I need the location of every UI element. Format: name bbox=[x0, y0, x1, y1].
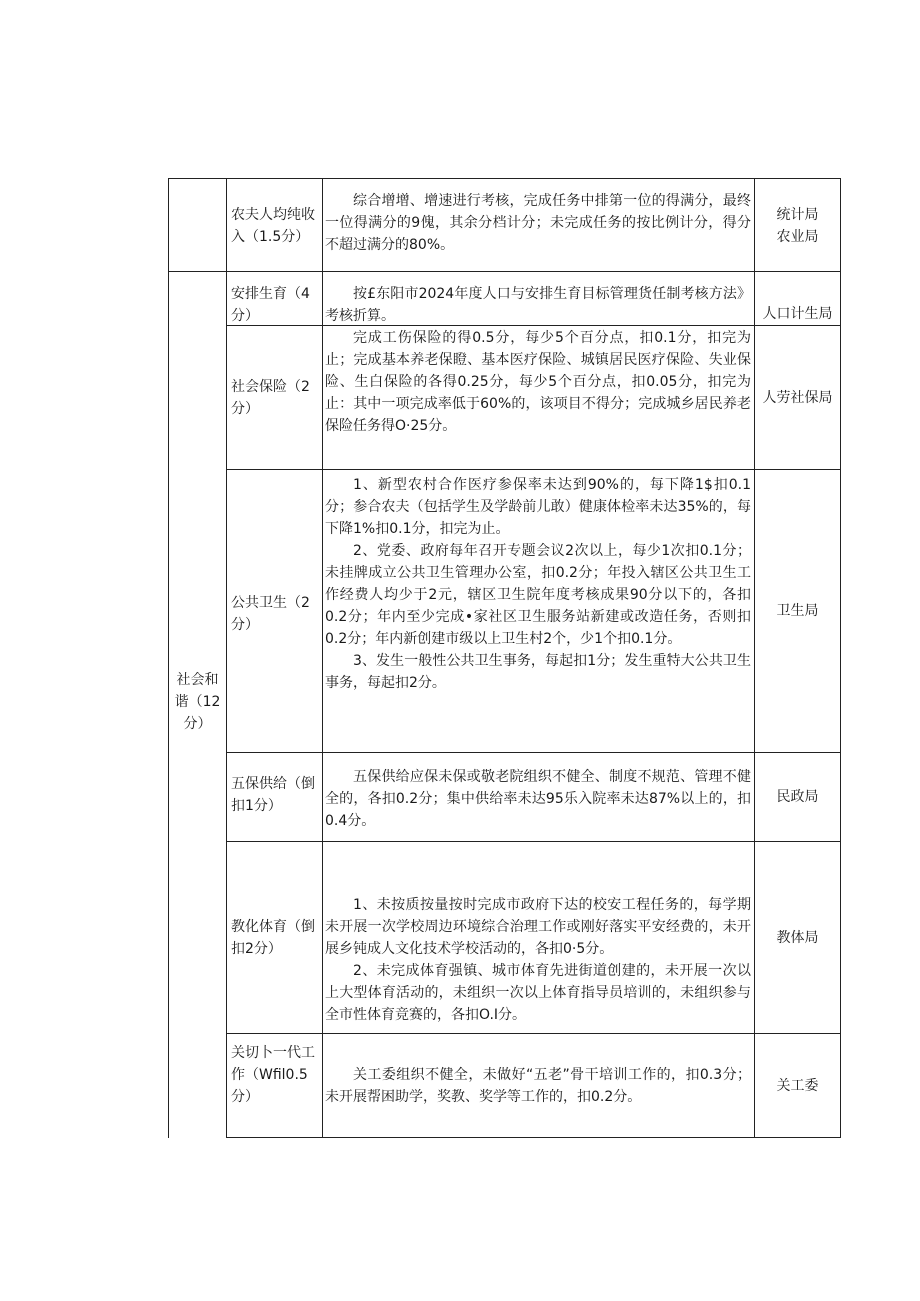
table-border-top bbox=[168, 178, 841, 179]
row-content bbox=[323, 474, 753, 694]
row-content bbox=[323, 327, 753, 437]
content-paragraph: 2、党委、政府每年召开专题会议2次以上，每少1次扣0.1分；未挂牌成立公共卫生管理办公室，扣0.2分；年投入辖区公共卫生工作经费人均少于2元，辖区卫生院年度考核成果90分以下的，各扣0.2分；年内至少完成•家社区卫生服务站新建或改造任务，否则扣0.2分；年内新创建市级以上卫生村2个，少1个扣0.1分。 bbox=[325, 543, 751, 647]
content-paragraph: 五保供给应保未保或敬老院组织不健全、制度不规范、管理不健全的，各扣0.2分；集中供给率未达95乐入院率未达87%以上的，扣0.4分。 bbox=[325, 769, 751, 829]
department: 民政局 bbox=[776, 789, 819, 805]
department: 统计局 农业局 bbox=[776, 207, 819, 245]
row-content bbox=[323, 283, 753, 327]
row-divider bbox=[226, 1033, 841, 1034]
row-divider bbox=[168, 271, 841, 272]
item-label: 安排生育（4分） bbox=[231, 286, 310, 324]
row-divider bbox=[226, 841, 841, 842]
row-content bbox=[323, 894, 753, 1026]
item-label: 农夫人均纯收入（1.5分） bbox=[231, 207, 315, 245]
content-paragraph: 关工委组织不健全，未做好“五老”骨干培训工作的，扣0.3分；未开展帮困助学，奖教、奖学等工作的，扣0.2分。 bbox=[325, 1067, 751, 1105]
content-paragraph: 1、未按质按量按时完成市政府下达的校安工程任务的，每学期未开展一次学校周边环境综合治理工作或刚好落实平安经费的，未开展乡钝成人文化技术学校活动的，各扣0·5分。 bbox=[325, 897, 751, 957]
department: 关工委 bbox=[776, 1077, 819, 1094]
content-paragraph: 按£东阳市2024年度人口与安排生育目标管理货任制考核方法》考核折算。 bbox=[325, 286, 751, 324]
department: 卫生局 bbox=[776, 603, 819, 619]
content-paragraph: 1、新型农村合作医疗参保率未达到90%的，每下降1$扣0.1分；参合农夫（包括学生及学龄前儿敢）健康体检率未达35%的，每下降1%扣0.1分，扣完为止。 bbox=[325, 477, 751, 537]
content-paragraph: 3、发生一般性公共卫生事务，每起扣1分；发生重特大公共卫生事务，每起扣2分。 bbox=[325, 653, 751, 691]
item-label: 公共卫生（2分） bbox=[231, 595, 310, 633]
table-border-right bbox=[840, 178, 841, 1138]
department: 人劳社保局 bbox=[762, 390, 833, 406]
row-content bbox=[323, 1064, 753, 1108]
row-content bbox=[323, 190, 753, 256]
row-content bbox=[323, 766, 753, 832]
content-paragraph: 完成工伤保险的得0.5分，每少5个百分点，扣0.1分，扣完为止；完成基本养老保瞪、基本医疗保险、城镇居民医疗保险、失业保险、生白保险的各得0.25分，每少5个百分点，扣0.05分，扣完为止：其中一项完成率低于60%的，该项目不得分；完成城乡居民养老保险任务得O·25分。 bbox=[325, 330, 751, 434]
row-divider bbox=[226, 752, 841, 753]
department: 人口计生局 bbox=[762, 306, 833, 322]
content-paragraph: 2、未完成体育强镇、城市体育先进街道创建的，未开展一次以上大型体育活动的，未组织一次以上体育指导员培训的，未组织参与全市性体育竞赛的，各扣O.I分。 bbox=[325, 963, 751, 1023]
item-label: 教化体育（倒扣2分） bbox=[231, 919, 315, 957]
table-border-bottom bbox=[226, 1137, 841, 1138]
item-label: 关切卜一代工作（Wfil0.5分） bbox=[231, 1045, 315, 1105]
table-border-col1 bbox=[226, 178, 227, 1138]
category-label: 社会和谐（12分） bbox=[174, 672, 221, 732]
department: 教体局 bbox=[776, 929, 819, 946]
item-label: 社会保险（2分） bbox=[231, 379, 310, 417]
content-paragraph: 综合增增、增速进行考核，完成任务中排第一位的得满分，最终一位得满分的9傀，其余分档计分；未完成任务的按比例计分，得分不超过满分的80%。 bbox=[325, 193, 751, 253]
row-divider bbox=[226, 469, 841, 470]
item-label: 五保供给（倒扣1分） bbox=[231, 776, 315, 814]
